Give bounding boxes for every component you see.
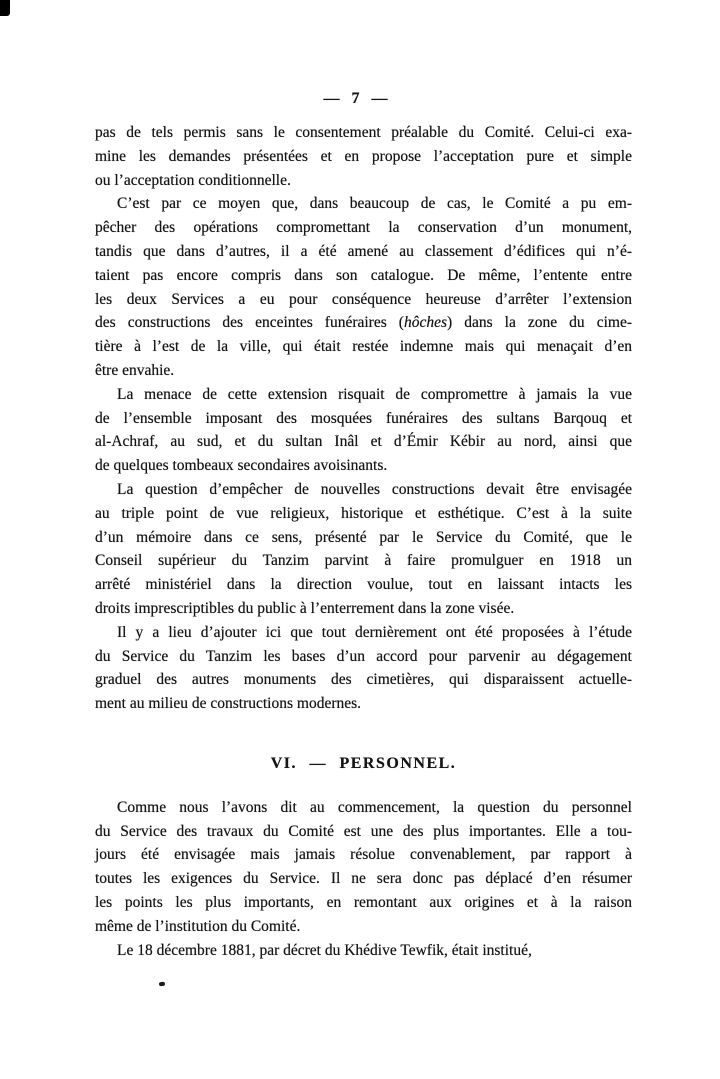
text-line-with-italic [95, 311, 632, 335]
paragraph-6 [95, 796, 632, 939]
text-line: même de l’institution du Comité. [95, 917, 301, 935]
text-segment: des constructions des enceintes funéraires ( [95, 314, 404, 332]
text-line: du Service des travaux du Comité est une des plus importantes. Elle a tou- [95, 822, 632, 840]
text-line: arrêté ministériel dans la direction voulue, tout en laissant intacts les [95, 576, 632, 594]
text-line: La question d’empêcher de nouvelles constructions devait être envisagée [117, 480, 632, 498]
section-heading: VI. — PERSONNEL. [270, 754, 457, 772]
text-line: ou l’acceptation conditionnelle. [95, 171, 291, 189]
text-line: droits imprescriptibles du public à l’enterrement dans la zone visée. [95, 599, 515, 617]
paragraph-1 [95, 121, 632, 192]
paragraph-3 [95, 383, 632, 478]
text-line: mine les demandes présentées et en propose l’acceptation pure et simple [95, 147, 632, 165]
ink-speck [159, 982, 165, 987]
text-line: de quelques tombeaux secondaires avoisinants. [95, 457, 388, 475]
text-segment: ) dans la zone du cime- [447, 314, 632, 332]
text-line: les deux Services a eu pour conséquence heureuse d’arrêter l’extension [95, 290, 632, 308]
text-line: Comme nous l’avons dit au commencement, la question du personnel [117, 798, 632, 816]
text-line: être envahie. [95, 361, 175, 379]
paragraph-4 [95, 478, 632, 621]
page-text [95, 121, 632, 962]
text-line: ment au milieu de constructions modernes. [95, 695, 362, 713]
text-line: Conseil supérieur du Tanzim parvint à faire promulguer en 1918 un [95, 552, 632, 570]
text-line: toutes les exigences du Service. Il ne sera donc pas déplacé d’en résumer [95, 870, 632, 888]
page-number: — 7 — [323, 90, 389, 107]
paragraph-5 [95, 621, 632, 716]
text-line: les points les plus importants, en remontant aux origines et à la raison [95, 893, 632, 911]
text-line: pêcher des opérations compromettant la conservation d’un monument, [95, 219, 632, 237]
text-line: graduel des autres monuments des cimetières, qui disparaissent actuelle- [95, 671, 632, 689]
text-line: tandis que dans d’autres, il a été amené au classement d’édifices qui n’é- [95, 242, 632, 260]
text-line: C’est par ce moyen que, dans beaucoup de cas, le Comité a pu em- [117, 195, 632, 213]
text-line: tière à l’est de la ville, qui était restée indemne mais qui menaçait d’en [95, 338, 632, 356]
corner-ink-blot [0, 0, 10, 16]
text-line: de l’ensemble imposant des mosquées funéraires des sultans Barqouq et [95, 409, 632, 427]
text-line: al-Achraf, au sud, et du sultan Inâl et d’Émir Kébir au nord, ainsi que [95, 433, 632, 451]
italic-term: hôches [403, 314, 447, 332]
text-line: pas de tels permis sans le consentement préalable du Comité. Celui-ci exa- [95, 124, 632, 141]
text-line: Il y a lieu d’ajouter ici que tout dernièrement ont été proposées à l’étude [117, 623, 632, 641]
text-line: au triple point de vue religieux, historique et esthétique. C’est à la suite [95, 504, 632, 522]
paragraph-2 [95, 192, 632, 382]
text-line: taient pas encore compris dans son catalogue. De même, l’entente entre [95, 266, 632, 284]
text-line: du Service du Tanzim les bases d’un accord pour parvenir au dégagement [95, 647, 632, 665]
text-line: d’un mémoire dans ce sens, présenté par le Service du Comité, que le [95, 528, 632, 546]
text-line: jours été envisagée mais jamais résolue convenablement, par rapport à [95, 846, 632, 864]
text-line: La menace de cette extension risquait de compromettre à jamais la vue [117, 385, 632, 403]
text-line: Le 18 décembre 1881, par décret du Khédive Tewfik, était institué, [117, 941, 532, 959]
paragraph-7 [95, 939, 632, 963]
